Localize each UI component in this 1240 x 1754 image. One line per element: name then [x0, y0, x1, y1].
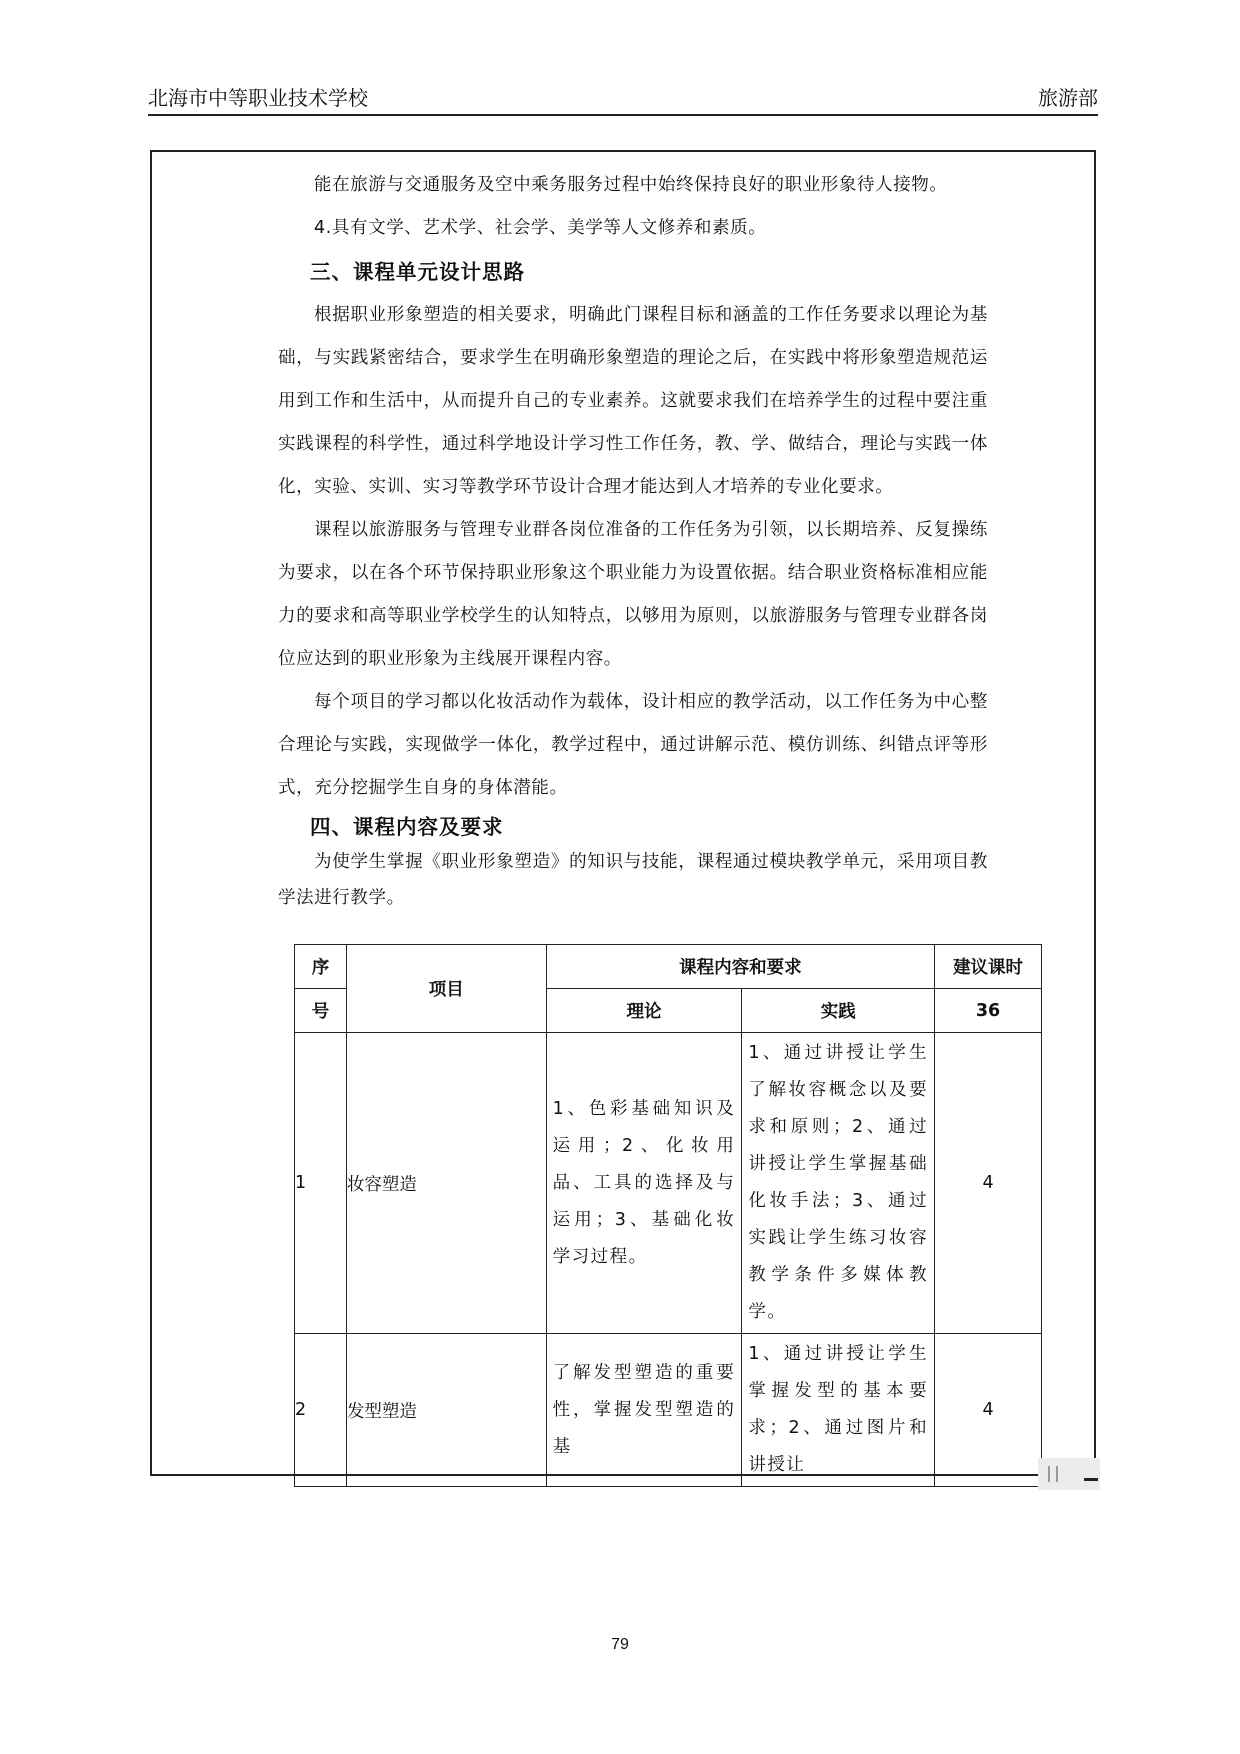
paragraph-content-intro: 为使学生掌握《职业形象塑造》的知识与技能，课程通过模块教学单元，采用项目教学法进行教学。 [278, 852, 988, 908]
paragraph-goal-continued: 能在旅游与交通服务及空中乘务服务过程中始终保持良好的职业形象待人接物。 [314, 175, 948, 195]
row-theory [546, 1334, 742, 1487]
header-content: 课程内容和要求 [546, 945, 935, 989]
header-practice: 实践 [742, 989, 935, 1033]
paragraph-design-1: 根据职业形象塑造的相关要求，明确此门课程目标和涵盖的工作任务要求以理论为基础，与实践紧密结合，要求学生在明确形象塑造的理论之后，在实践中将形象塑造规范运用到工作和生活中，从而提升自己的专业素养。这就要求我们在培养学生的过程中要注重实践课程的科学性，通过科学地设计学习性工作任务，教、学、做结合，理论与实践一体化，实验、实训、实习等教学环节设计合理才能达到人才培养的专业化要求。 [278, 305, 988, 497]
row-seq: 1 [295, 1033, 347, 1334]
header-theory: 理论 [546, 989, 742, 1033]
row-project: 发型塑造 [346, 1334, 546, 1487]
header-seq-bottom: 号 [295, 989, 347, 1033]
page-corner-mark-icon [1038, 1458, 1100, 1490]
row-practice [742, 1033, 935, 1334]
row-theory [546, 1033, 742, 1334]
row-hours: 4 [935, 1033, 1042, 1334]
row-practice [742, 1334, 935, 1487]
row-project: 妆容塑造 [346, 1033, 546, 1334]
row-seq: 2 [295, 1334, 347, 1487]
content-frame [150, 150, 1096, 1476]
page-header [148, 86, 1098, 116]
row-theory-text: 1、色彩基础知识及运用；2、化妆用品、工具的选择及与运用；3、基础化妆学习过程。 [552, 1098, 736, 1267]
header-hours: 建议课时 [935, 945, 1042, 989]
section-heading-3: 三、课程单元设计思路 [310, 260, 525, 284]
table-row [295, 1334, 1042, 1487]
row-hours: 4 [935, 1334, 1042, 1487]
header-seq-top: 序 [295, 945, 347, 989]
page-number: 79 [611, 1636, 629, 1653]
header-project: 项目 [346, 945, 546, 1033]
table-header-row-1 [295, 945, 1042, 989]
section-heading-4: 四、课程内容及要求 [310, 815, 504, 839]
course-content-table [294, 944, 1042, 1487]
row-theory-text: 了解发型塑造的重要性，掌握发型塑造的基 [552, 1362, 736, 1457]
paragraph-goal-4: 4.具有文学、艺术学、社会学、美学等人文修养和素质。 [314, 218, 767, 238]
body-text [278, 164, 988, 916]
department-name: 旅游部 [1038, 86, 1098, 110]
header-total-hours: 36 [935, 989, 1042, 1033]
school-name: 北海市中等职业技术学校 [148, 86, 368, 110]
paragraph-design-2: 课程以旅游服务与管理专业群各岗位准备的工作任务为引领，以长期培养、反复操练为要求，以在各个环节保持职业形象这个职业能力为设置依据。结合职业资格标准相应能力的要求和高等职业学校学生的认知特点，以够用为原则，以旅游服务与管理专业群各岗位应达到的职业形象为主线展开课程内容。 [278, 520, 988, 669]
table-row [295, 1033, 1042, 1334]
row-practice-text: 1、通过讲授让学生了解妆容概念以及要求和原则；2、通过讲授让学生掌握基础化妆手法；3、通过实践让学生练习妆容教学条件多媒体教学。 [748, 1043, 929, 1322]
row-practice-text: 1、通过讲授让学生掌握发型的基本要求；2、通过图片和讲授让 [748, 1344, 929, 1475]
paragraph-design-3: 每个项目的学习都以化妆活动作为载体，设计相应的教学活动，以工作任务为中心整合理论与实践，实现做学一体化，教学过程中，通过讲解示范、模仿训练、纠错点评等形式，充分挖掘学生自身的身体潜能。 [278, 692, 988, 798]
